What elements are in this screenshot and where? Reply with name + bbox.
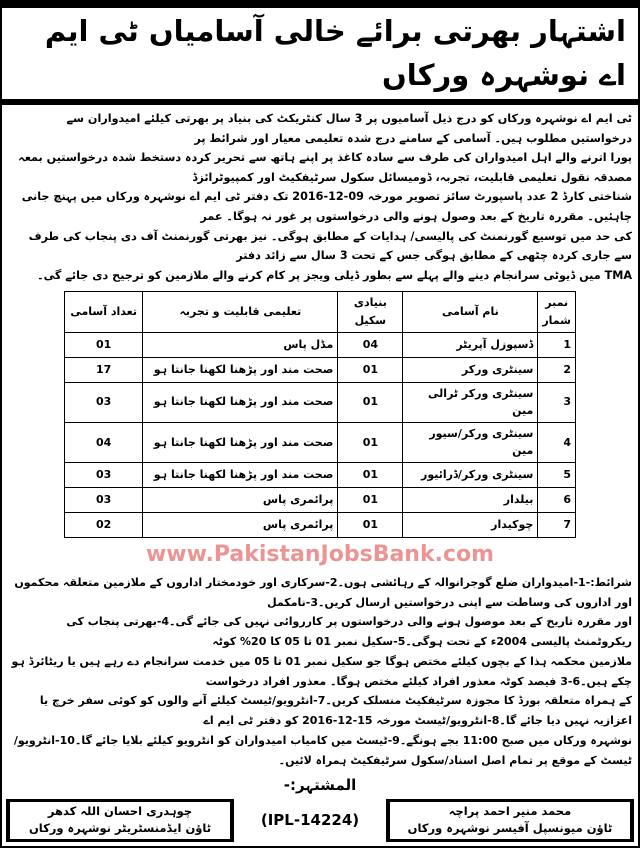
table-row <box>65 422 576 462</box>
serial-cell: 2 <box>538 357 576 382</box>
watermark: www.PakistanJobsBank.com <box>145 541 495 567</box>
count-cell: 01 <box>65 332 143 357</box>
intro-line: شناختی کارڈ 2 عدد پاسپورٹ سائز تصویر مورخہ 09-12-2016 تک دفتر ٹی ایم اے نوشہرہ ورکاں میں پہنچ جانی چاہئیں۔ مقررہ تاریخ کے بعد وصول ہونے والی درخواستوں پر غور نہ ہوگا۔ عمر <box>21 190 632 223</box>
scale-cell: 01 <box>338 462 403 487</box>
vacancies-table <box>64 291 576 538</box>
header-band <box>2 2 638 105</box>
condition-line: کے ہمراہ متعلقہ بورڈ کا مجوزہ سرٹیفکیٹ منسلک کریں۔7-انٹرویو/ٹیسٹ کیلئے آنے والوں کو کوئی سفر خرچ یا اعزازیہ نہیں دیا جائے گا۔8-انٹرویو/ٹیسٹ مورخہ 15-12-2016 کو دفتر ٹی ایم اے <box>39 694 632 728</box>
intro-paragraph <box>8 109 632 285</box>
qualification-cell: صحت مند اور پڑھنا لکھنا جانتا ہو <box>143 382 338 422</box>
count-cell: 03 <box>65 382 143 422</box>
condition-line: ملازمین محکمہ ہذا کے بچوں کیلئے مختص ہوگا جو سکیل نمبر 01 تا 05 میں خدمت سرانجام دے رہے ہیں یا ریٹائرڈ ہو چکے ہیں۔6-3 فیصد کوٹہ معذور افراد کیلئے مختص ہوگا۔ معذور افراد درخواست <box>11 654 632 688</box>
scale-cell: 01 <box>338 382 403 422</box>
qualification-cell: مڈل پاس <box>143 332 338 357</box>
advertiser-label: المشتہر:- <box>283 775 357 794</box>
table-row <box>65 382 576 422</box>
count-cell: 17 <box>65 357 143 382</box>
col-count: تعداد آسامی <box>65 292 143 332</box>
signatory-designation: ٹاؤن ایڈمنسٹریٹر نوشہرہ ورکاں <box>28 821 212 836</box>
scale-cell: 04 <box>338 332 403 357</box>
table-row <box>65 332 576 357</box>
qualification-cell: صحت مند اور پڑھنا لکھنا جانتا ہو <box>143 422 338 462</box>
condition-line: اور مقررہ تاریخ کے بعد موصول ہونے والی درخواستوں پر کارروائی نہیں کی جائے گی۔4-بھرتی پنجاب کی ریکروٹمنٹ پالیسی 2004ء کے تحت ہوگی۔5-سکیل نمبر 01 تا 05 کا 20% کوٹہ <box>66 615 632 649</box>
post-cell: سینٹری ورکر <box>403 357 538 382</box>
qualification-cell: صحت مند اور پڑھنا لکھنا جانتا ہو <box>143 462 338 487</box>
signatory-name: چوہدری احسان اللہ کدھر <box>47 803 193 818</box>
intro-line: ٹی ایم اے نوشہرہ ورکاں کو درج ذیل آسامیوں پر 3 سال کنٹریکٹ کی بنیاد پر بھرتی کیلئے امیدواران سے درخواستیں مطلوب ہیں۔ آسامی کے سامنے درج شدہ تعلیمی معیار اور شرائط پر <box>66 112 632 145</box>
scale-cell: 01 <box>338 487 403 512</box>
post-cell: سینٹری ورکر/سیور مین <box>403 422 538 462</box>
table-row <box>65 487 576 512</box>
qualification-cell: پرائمری پاس <box>143 487 338 512</box>
serial-cell: 5 <box>538 462 576 487</box>
qualification-cell: صحت مند اور پڑھنا لکھنا جانتا ہو <box>143 357 338 382</box>
serial-cell: 1 <box>538 332 576 357</box>
signatory-left <box>6 799 234 843</box>
count-cell: 03 <box>65 462 143 487</box>
post-cell: ڈسپوزل آپریٹر <box>403 332 538 357</box>
col-post: نام آسامی <box>403 292 538 332</box>
scale-cell: 01 <box>338 357 403 382</box>
ad-title: اشتہار بھرتی برائے خالی آسامیاں ٹی ایم اے نوشہرہ ورکاں <box>2 8 638 99</box>
col-qualification: تعلیمی قابلیت و تجربہ <box>143 292 338 332</box>
intro-line: پورا اترنے والے اہل امیدواران کی طرف سے سادہ کاغذ پر اپنے ہاتھ سے تحریر کردہ دستخط شدہ درخواستیں بمعہ مصدقہ نقول تعلیمی قابلیت، تجربہ، ڈومیسائل سکول سرٹیفکیٹ اور کمپیوٹرائزڈ <box>18 151 632 184</box>
signature-row <box>2 797 638 843</box>
signatory-name: محمد منیر احمد پراچہ <box>448 803 572 818</box>
intro-line: TMA میں ڈیوٹی سرانجام دینے والے پہلے سے بطور ڈیلی ویجز پر کام کرنے والے ملازمین کو ترجیح دی جائے گی۔ <box>37 268 632 282</box>
col-serial: نمبر شمار <box>538 292 576 332</box>
table-row <box>65 512 576 537</box>
condition-line: شرائط:-1-امیدواران ضلع گوجرانوالہ کے رہائشی ہوں۔2-سرکاری اور خودمختار اداروں کے ملازمین متعلقہ محکموں اور اداروں کی وساطت سے اپنی درخواستیں ارسال کریں۔3-نامکمل <box>14 575 632 609</box>
ipl-number: (IPL-14224) <box>260 810 360 829</box>
scale-cell: 01 <box>338 512 403 537</box>
table-row <box>65 462 576 487</box>
serial-cell: 7 <box>538 512 576 537</box>
count-cell: 04 <box>65 422 143 462</box>
intro-line: کی حد میں توسیع گورنمنٹ کی پالیسی/ ہدایات کے مطابق ہوگی۔ نیز بھرتی گورنمنٹ آف دی پنجاب کی طرف سے جاری کردہ چٹھی کے مطابق ہوگی جس کے تحت 3 سال سے زائد دفتر <box>28 229 632 263</box>
count-cell: 02 <box>65 512 143 537</box>
table-container <box>2 285 638 538</box>
serial-cell: 4 <box>538 422 576 462</box>
post-cell: بیلدار <box>403 487 538 512</box>
serial-cell: 3 <box>538 382 576 422</box>
serial-cell: 6 <box>538 487 576 512</box>
qualification-cell: پرائمری پاس <box>143 512 338 537</box>
post-cell: سینٹری ورکر ٹرالی مین <box>403 382 538 422</box>
scale-cell: 01 <box>338 422 403 462</box>
col-scale: بنیادی سکیل <box>338 292 403 332</box>
post-cell: چوکیدار <box>403 512 538 537</box>
condition-line: نوشہرہ ورکاں میں صبح 11:00 بجے ہونگے۔9-ٹیسٹ میں کامیاب امیدواران کو انٹرویو کیلئے بلایا جائے گا۔10-انٹرویو/ٹیسٹ کے موقع پر تمام اصل اسناد/سکول سرٹیفکیٹ ہمراہ لائیں۔ <box>13 734 632 767</box>
table-row <box>65 357 576 382</box>
post-cell: سینٹری ورکر/ڈرائیور <box>403 462 538 487</box>
conditions <box>8 573 632 771</box>
count-cell: 03 <box>65 487 143 512</box>
signatory-right <box>386 799 634 843</box>
signatory-designation: ٹاؤن میونسپل آفیسر نوشہرہ ورکاں <box>407 821 613 836</box>
